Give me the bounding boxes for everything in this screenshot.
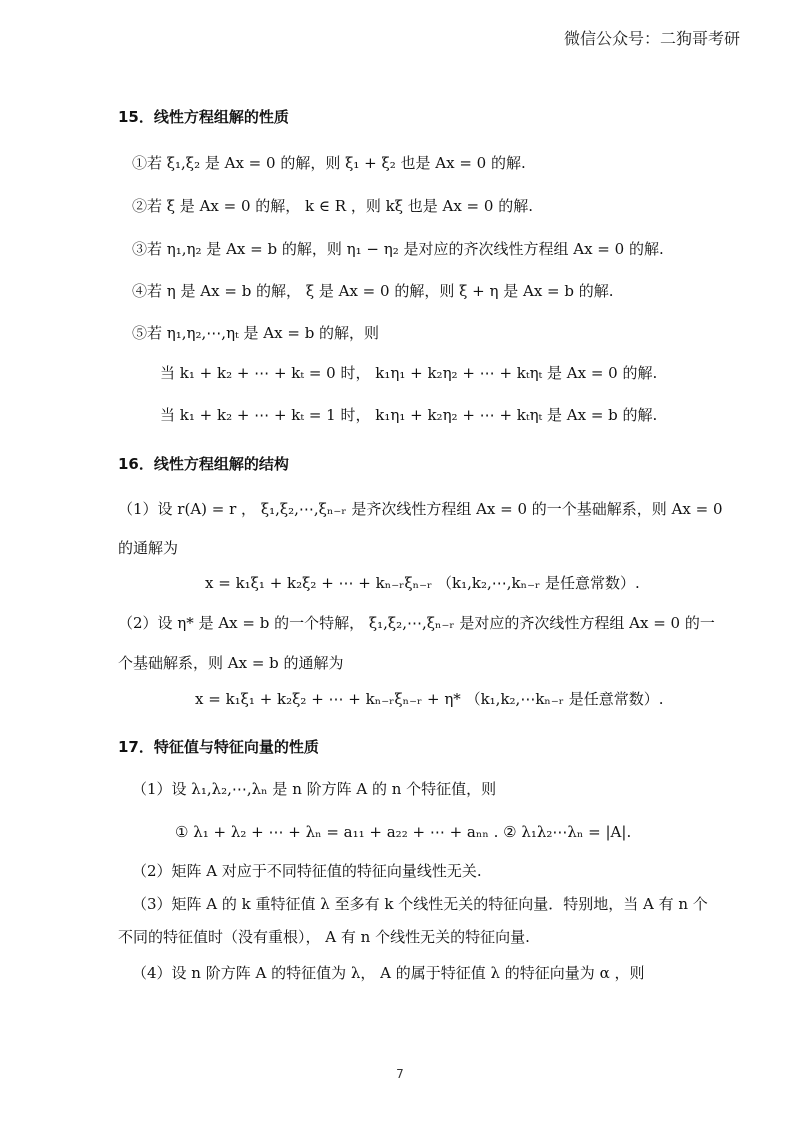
s15-item-5b: 当 k₁ + k₂ + ⋯ + kₜ = 1 时， k₁η₁ + k₂η₂ + ⋯ + kₜηₜ 是 Ax = b 的解. (160, 406, 658, 424)
s17-item-3-line-1: （3）矩阵 A 的 k 重特征值 λ 至多有 k 个线性无关的特征向量．特别地，当 A 有 n 个 (132, 895, 708, 913)
s15-item-5: ⑤若 η₁,η₂,⋯,ηₜ 是 Ax = b 的解，则 (132, 324, 380, 342)
s15-item-5a: 当 k₁ + k₂ + ⋯ + kₜ = 0 时， k₁η₁ + k₂η₂ + ⋯ + kₜηₜ 是 Ax = 0 的解. (160, 364, 658, 382)
s17-item-4: （4）设 n 阶方阵 A 的特征值为 λ， A 的属于特征值 λ 的特征向量为 α ，则 (132, 964, 645, 982)
s15-item-3: ③若 η₁,η₂ 是 Ax = b 的解，则 η₁ − η₂ 是对应的齐次线性方程组 Ax = 0 的解. (132, 240, 664, 258)
s15-item-2: ②若 ξ 是 Ax = 0 的解， k ∈ R ，则 kξ 也是 Ax = 0 的解. (132, 197, 533, 215)
section-16-heading: 16．线性方程组解的结构 (118, 455, 289, 473)
s17-item-1-formulas: ① λ₁ + λ₂ + ⋯ + λₙ = a₁₁ + a₂₂ + ⋯ + aₙₙ . ② λ₁λ₂⋯λₙ = |A|. (175, 823, 632, 841)
s16-item-2-line-2: 个基础解系，则 Ax = b 的通解为 (118, 654, 344, 672)
s17-item-2: （2）矩阵 A 对应于不同特征值的特征向量线性无关. (132, 862, 482, 880)
s16-item-1-line-2: 的通解为 (118, 539, 179, 557)
header-wechat-note: 微信公众号：二狗哥考研 (563, 29, 740, 48)
s17-item-1: （1）设 λ₁,λ₂,⋯,λₙ 是 n 阶方阵 A 的 n 个特征值，则 (132, 780, 497, 798)
s16-general-solution-homogeneous: x = k₁ξ₁ + k₂ξ₂ + ⋯ + kₙ₋ᵣξₙ₋ᵣ （k₁,k₂,⋯,kₙ₋ᵣ 是任意常数）. (205, 574, 640, 592)
s15-item-1: ①若 ξ₁,ξ₂ 是 Ax = 0 的解，则 ξ₁ + ξ₂ 也是 Ax = 0 的解. (132, 154, 526, 172)
s16-item-2-line-1: （2）设 η* 是 Ax = b 的一个特解， ξ₁,ξ₂,⋯,ξₙ₋ᵣ 是对应的齐次线性方程组 Ax = 0 的一 (118, 614, 715, 632)
section-17-heading: 17．特征值与特征向量的性质 (118, 738, 319, 756)
section-15-heading: 15．线性方程组解的性质 (118, 108, 289, 126)
page-number: 7 (396, 1067, 404, 1081)
s16-item-1-line-1: （1）设 r(A) = r ， ξ₁,ξ₂,⋯,ξₙ₋ᵣ 是齐次线性方程组 Ax = 0 的一个基础解系，则 Ax = 0 (118, 500, 723, 518)
s16-general-solution-nonhomogeneous: x = k₁ξ₁ + k₂ξ₂ + ⋯ + kₙ₋ᵣξₙ₋ᵣ + η* （k₁,k₂,⋯kₙ₋ᵣ 是任意常数）. (195, 690, 664, 708)
s15-item-4: ④若 η 是 Ax = b 的解， ξ 是 Ax = 0 的解，则 ξ + η 是 Ax = b 的解. (132, 282, 614, 300)
s17-item-3-line-2: 不同的特征值时（没有重根）， A 有 n 个线性无关的特征向量. (118, 928, 530, 946)
